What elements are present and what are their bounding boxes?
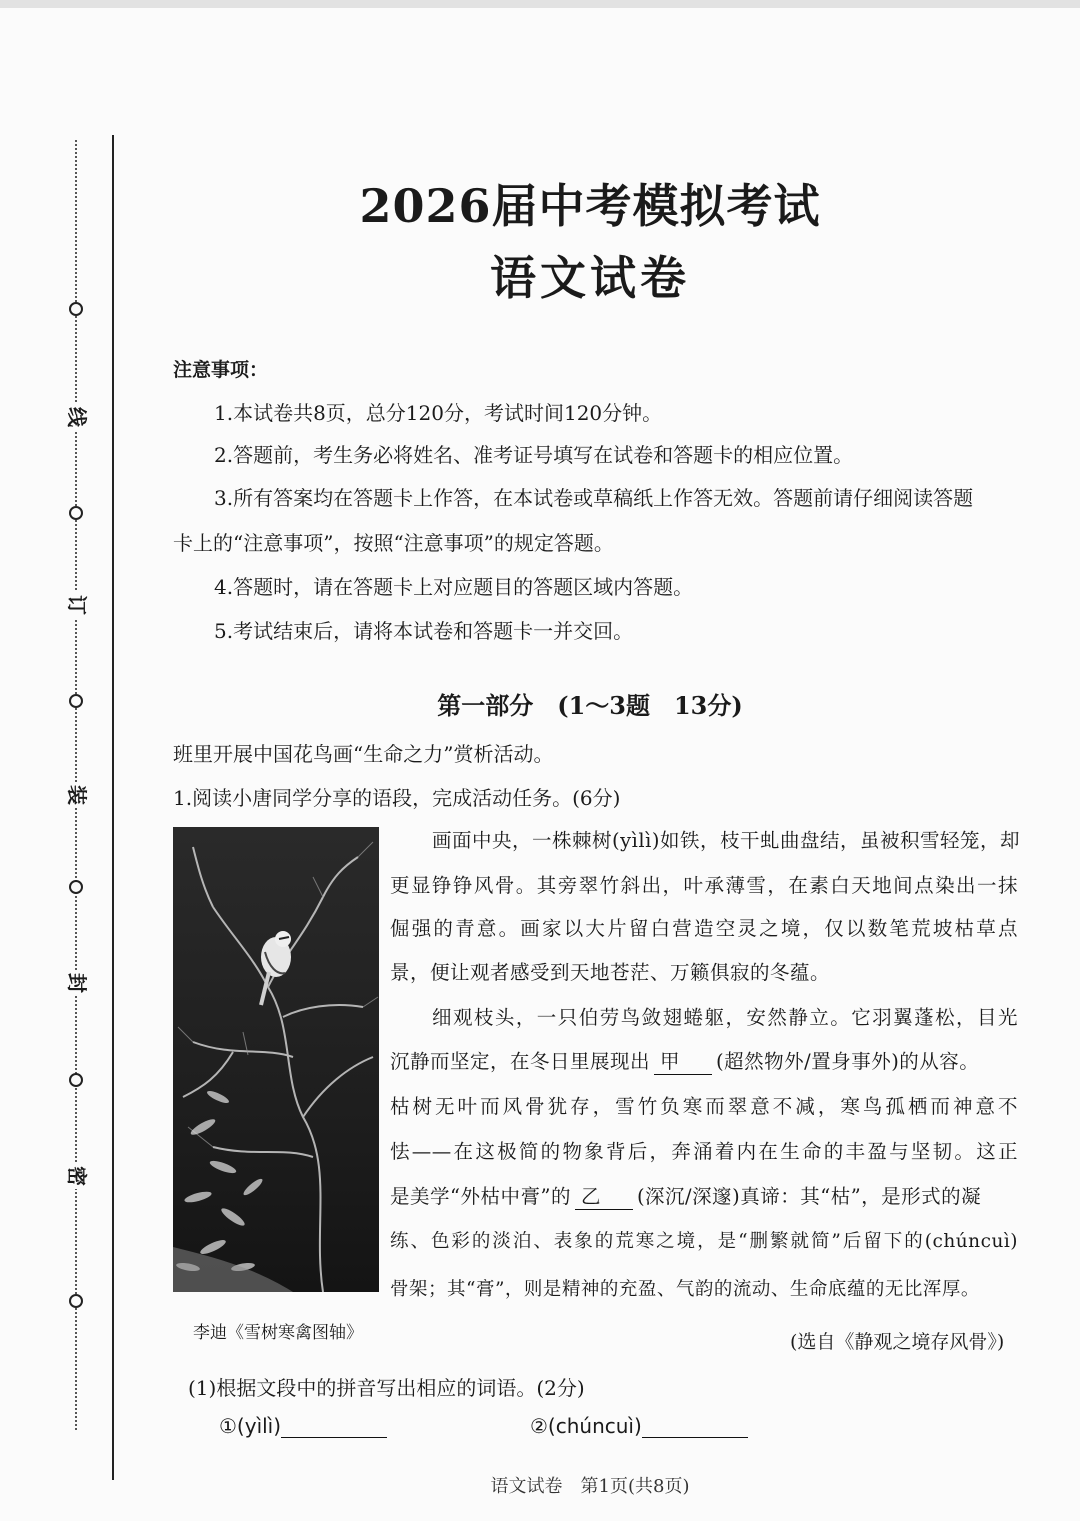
binding-hole <box>69 880 83 894</box>
answer-2 <box>530 1414 748 1438</box>
notice-item: 5.考试结束后，请将本试卷和答题卡一并交回。 <box>214 619 634 643</box>
binding-solid-line <box>112 135 114 1480</box>
notice-item: 2.答题前，考生务必将姓名、准考证号填写在试卷和答题卡的相应位置。 <box>214 443 854 467</box>
passage-line-with-blank <box>390 1181 1018 1210</box>
blank-jia: 甲 <box>654 1046 712 1075</box>
binding-hole <box>69 506 83 520</box>
page-footer: 语文试卷 第1页(共8页) <box>490 1476 690 1497</box>
answer-1-label: ①(yìlì) <box>219 1414 282 1438</box>
passage-line: 枯树无叶而风骨犹存，雪竹负寒而翠意不减，寒鸟孤栖而神意不 <box>390 1095 1018 1118</box>
passage-line: 怯——在这极简的物象背后，奔涌着内在生命的丰盈与坚韧。这正 <box>390 1140 1018 1163</box>
sub-question-1: (1)根据文段中的拼音写出相应的词语。(2分) <box>188 1376 585 1400</box>
painting-illustration <box>173 827 379 1292</box>
exam-subtitle: 语文试卷 <box>490 251 690 305</box>
passage-text: 是美学“外枯中膏”的 <box>390 1185 571 1208</box>
binding-char-ding: 订 <box>64 592 90 618</box>
passage-line: 更显铮铮风骨。其旁翠竹斜出，叶承薄雪，在素白天地间点染出一抹 <box>390 874 1018 897</box>
binding-char-xian: 线 <box>64 404 90 430</box>
notice-item: 4.答题时，请在答题卡上对应题目的答题区域内答题。 <box>214 575 694 599</box>
binding-hole <box>69 1294 83 1308</box>
passage-line-with-blank <box>390 1046 1018 1075</box>
blank-yi: 乙 <box>575 1181 633 1210</box>
answer-1-blank[interactable] <box>281 1417 387 1438</box>
notice-item: 3.所有答案均在答题卡上作答，在本试卷或草稿纸上作答无效。答题前请仔细阅读答题 <box>214 486 974 510</box>
scan-top-edge <box>0 0 1080 8</box>
notice-heading: 注意事项： <box>173 359 269 381</box>
part-one-intro: 班里开展中国花鸟画“生命之力”赏析活动。 <box>173 742 554 766</box>
answer-2-blank[interactable] <box>642 1417 748 1438</box>
notice-item: 1.本试卷共8页，总分120分，考试时间120分钟。 <box>214 401 663 425</box>
passage-text: (超然物外/置身事外)的从容。 <box>716 1050 980 1073</box>
passage-source: (选自《静观之境存风骨》) <box>790 1331 1005 1353</box>
answer-2-label: ②(chúncuì) <box>530 1414 642 1438</box>
painting-image <box>173 827 379 1292</box>
passage-line: 练、色彩的淡泊、表象的荒寒之境，是“删繁就简”后留下的(chúncuì) <box>390 1231 1018 1252</box>
answer-1 <box>219 1414 387 1438</box>
passage-line: 画面中央，一株棘树(yìlì)如铁，枝干虬曲盘结，虽被积雪轻笼，却 <box>432 829 1020 852</box>
passage-line: 倔强的青意。画家以大片留白营造空灵之境，仅以数笔荒坡枯草点 <box>390 917 1018 940</box>
passage-line: 骨架；其“膏”，则是精神的充盈、气韵的流动、生命底蕴的无比浑厚。 <box>390 1279 980 1300</box>
painting-caption: 李迪《雪树寒禽图轴》 <box>193 1323 363 1343</box>
question-1: 1.阅读小唐同学分享的语段，完成活动任务。(6分) <box>173 786 621 810</box>
binding-char-mi: 密 <box>64 1163 90 1189</box>
passage-text: (深沉/深邃)真谛：其“枯”，是形式的凝 <box>636 1185 982 1208</box>
binding-char-zhuang: 装 <box>64 782 90 808</box>
part-one-heading: 第一部分 (1～3题 13分) <box>437 691 743 720</box>
passage-text: 沉静而坚定，在冬日里展现出 <box>390 1050 651 1073</box>
exam-title: 2026届中考模拟考试 <box>359 179 821 233</box>
passage-line: 细观枝头，一只伯劳鸟敛翅蜷躯，安然静立。它羽翼蓬松，目光 <box>432 1006 1018 1029</box>
binding-hole <box>69 1073 83 1087</box>
binding-char-feng: 封 <box>64 970 90 996</box>
passage-line: 景，便让观者感受到天地苍茫、万籁俱寂的冬蕴。 <box>390 961 831 984</box>
notice-item: 卡上的“注意事项”，按照“注意事项”的规定答题。 <box>173 531 614 555</box>
